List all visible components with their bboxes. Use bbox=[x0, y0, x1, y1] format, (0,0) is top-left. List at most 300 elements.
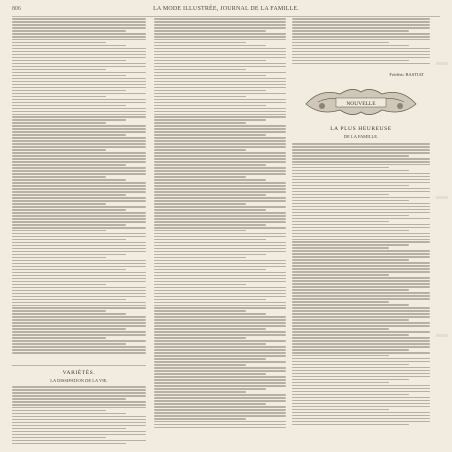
text-line bbox=[154, 385, 286, 387]
text-line bbox=[12, 96, 106, 98]
text-line bbox=[12, 140, 146, 142]
text-line bbox=[154, 254, 266, 256]
text-line bbox=[292, 412, 430, 414]
text-line bbox=[292, 173, 430, 175]
text-line bbox=[12, 90, 126, 92]
text-line bbox=[154, 233, 286, 235]
text-line bbox=[154, 296, 286, 298]
text-line bbox=[12, 60, 126, 62]
text-line bbox=[12, 389, 146, 391]
text-line bbox=[12, 36, 146, 38]
text-line bbox=[154, 403, 266, 405]
text-line bbox=[154, 63, 286, 65]
text-line bbox=[12, 281, 146, 283]
text-line bbox=[292, 361, 430, 363]
text-line bbox=[12, 215, 146, 217]
text-line bbox=[12, 322, 146, 324]
text-line bbox=[292, 194, 389, 196]
text-line bbox=[154, 215, 286, 217]
text-line bbox=[12, 51, 146, 53]
text-line bbox=[154, 331, 286, 333]
text-line bbox=[12, 194, 126, 196]
variety-subtitle: LA DISSIPATION DE LA VIE. bbox=[50, 378, 108, 383]
text-line bbox=[12, 260, 146, 262]
text-line bbox=[154, 152, 286, 154]
text-line bbox=[154, 119, 266, 121]
text-line bbox=[12, 425, 146, 427]
text-line bbox=[292, 155, 409, 157]
text-line bbox=[292, 373, 430, 375]
text-line bbox=[12, 296, 146, 298]
text-line bbox=[292, 215, 409, 217]
text-line bbox=[292, 230, 409, 232]
text-line bbox=[154, 427, 286, 429]
text-line bbox=[292, 206, 430, 208]
text-line bbox=[12, 340, 146, 342]
text-line bbox=[154, 116, 286, 118]
text-line bbox=[154, 197, 286, 199]
text-line bbox=[292, 304, 409, 306]
text-line bbox=[12, 218, 146, 220]
nouvelle-title: LA PLUS HEUREUSE bbox=[330, 126, 392, 132]
col1-text-block bbox=[12, 18, 146, 354]
text-line bbox=[292, 24, 430, 26]
text-line bbox=[292, 143, 430, 145]
text-line bbox=[12, 401, 146, 403]
text-line bbox=[12, 24, 146, 26]
text-line bbox=[154, 424, 286, 426]
text-line bbox=[12, 334, 146, 336]
text-line bbox=[154, 376, 286, 378]
text-line bbox=[12, 197, 146, 199]
text-line bbox=[154, 209, 266, 211]
text-line bbox=[12, 227, 146, 229]
text-line bbox=[292, 274, 389, 276]
text-line bbox=[154, 266, 286, 268]
text-line bbox=[292, 358, 430, 360]
text-line bbox=[154, 21, 286, 23]
text-line bbox=[154, 334, 286, 336]
text-line bbox=[154, 111, 286, 113]
text-line bbox=[154, 361, 286, 363]
text-line bbox=[154, 221, 286, 223]
text-line bbox=[154, 328, 266, 330]
text-line bbox=[154, 24, 286, 26]
text-line bbox=[12, 352, 146, 354]
text-line bbox=[154, 284, 246, 286]
text-line bbox=[12, 245, 146, 247]
text-line bbox=[292, 36, 430, 38]
text-line bbox=[154, 269, 266, 271]
text-line bbox=[154, 322, 286, 324]
text-line bbox=[154, 42, 246, 44]
text-line bbox=[154, 293, 286, 295]
text-line bbox=[292, 409, 389, 411]
text-line bbox=[12, 305, 146, 307]
text-line bbox=[292, 224, 430, 226]
text-line bbox=[154, 349, 286, 351]
text-line bbox=[154, 394, 286, 396]
text-line bbox=[292, 250, 430, 252]
text-line bbox=[292, 289, 409, 291]
text-line bbox=[292, 167, 389, 169]
text-line bbox=[154, 96, 246, 98]
ornamental-vignette bbox=[300, 82, 422, 122]
text-line bbox=[154, 155, 286, 157]
text-line bbox=[12, 293, 146, 295]
text-line bbox=[154, 257, 246, 259]
text-line bbox=[12, 134, 126, 136]
text-line bbox=[292, 421, 430, 423]
text-line bbox=[154, 379, 286, 381]
text-line bbox=[12, 200, 146, 202]
text-line bbox=[12, 42, 106, 44]
text-line bbox=[12, 149, 106, 151]
text-line bbox=[154, 313, 266, 315]
text-line bbox=[154, 227, 286, 229]
text-line bbox=[292, 185, 409, 187]
text-line bbox=[12, 395, 146, 397]
text-line bbox=[154, 27, 286, 29]
text-line bbox=[12, 69, 106, 71]
text-line bbox=[12, 287, 146, 289]
text-line bbox=[12, 434, 146, 436]
text-line bbox=[154, 137, 286, 139]
text-line bbox=[154, 248, 286, 250]
text-line bbox=[12, 191, 146, 193]
text-line bbox=[12, 179, 126, 181]
text-line bbox=[154, 391, 246, 393]
text-line bbox=[12, 99, 146, 101]
text-line bbox=[12, 137, 146, 139]
text-line bbox=[154, 170, 286, 172]
text-line bbox=[292, 203, 430, 205]
text-line bbox=[292, 385, 430, 387]
text-line bbox=[154, 415, 286, 417]
text-line bbox=[12, 269, 126, 271]
text-line bbox=[292, 334, 409, 336]
text-line bbox=[292, 209, 430, 211]
text-line bbox=[292, 265, 430, 267]
text-line bbox=[12, 319, 146, 321]
text-line bbox=[12, 236, 146, 238]
text-line bbox=[292, 403, 430, 405]
text-line bbox=[292, 42, 389, 44]
text-line bbox=[292, 256, 430, 258]
text-line bbox=[154, 421, 286, 423]
text-line bbox=[12, 440, 146, 442]
text-line bbox=[292, 307, 430, 309]
text-line bbox=[12, 386, 146, 388]
text-line bbox=[12, 437, 106, 439]
text-line bbox=[12, 263, 146, 265]
text-line bbox=[154, 102, 286, 104]
page-edge-mark bbox=[436, 334, 448, 337]
text-line bbox=[292, 45, 409, 47]
text-line bbox=[12, 125, 146, 127]
text-line bbox=[292, 376, 430, 378]
text-line bbox=[292, 197, 430, 199]
text-line bbox=[154, 128, 286, 130]
text-line bbox=[12, 78, 146, 80]
text-line bbox=[292, 170, 409, 172]
text-line bbox=[292, 149, 430, 151]
text-line bbox=[154, 343, 266, 345]
text-line bbox=[292, 340, 430, 342]
text-line bbox=[154, 125, 286, 127]
text-line bbox=[292, 188, 430, 190]
text-line bbox=[154, 412, 286, 414]
text-line bbox=[292, 325, 430, 327]
text-line bbox=[12, 81, 146, 83]
text-line bbox=[12, 209, 126, 211]
text-line bbox=[154, 188, 286, 190]
text-line bbox=[12, 45, 126, 47]
text-line bbox=[12, 203, 106, 205]
text-line bbox=[12, 212, 146, 214]
text-line bbox=[292, 382, 389, 384]
text-line bbox=[154, 75, 266, 77]
text-line bbox=[292, 182, 430, 184]
text-line bbox=[292, 355, 389, 357]
text-line bbox=[12, 128, 146, 130]
text-line bbox=[292, 63, 430, 65]
text-line bbox=[154, 206, 286, 208]
text-line bbox=[154, 325, 286, 327]
text-line bbox=[154, 337, 246, 339]
text-line bbox=[12, 131, 146, 133]
text-line bbox=[12, 221, 146, 223]
text-line bbox=[154, 131, 286, 133]
text-line bbox=[12, 428, 126, 430]
col3-top-text-block bbox=[292, 18, 430, 64]
text-line bbox=[292, 60, 409, 62]
text-line bbox=[154, 90, 266, 92]
text-line bbox=[12, 206, 146, 208]
text-line bbox=[154, 158, 286, 160]
text-line bbox=[292, 292, 430, 294]
text-line bbox=[154, 406, 286, 408]
text-line bbox=[12, 398, 126, 400]
text-line bbox=[12, 188, 146, 190]
text-line bbox=[12, 27, 146, 29]
text-line bbox=[12, 224, 126, 226]
text-line bbox=[292, 161, 430, 163]
text-line bbox=[154, 397, 286, 399]
text-line bbox=[154, 299, 266, 301]
text-line bbox=[154, 418, 246, 420]
text-line bbox=[292, 331, 430, 333]
text-line bbox=[12, 349, 146, 351]
text-line bbox=[154, 182, 286, 184]
text-line bbox=[154, 179, 266, 181]
text-line bbox=[154, 143, 286, 145]
text-line bbox=[154, 39, 286, 41]
text-line bbox=[292, 283, 430, 285]
text-line bbox=[292, 286, 430, 288]
text-line bbox=[154, 236, 286, 238]
text-line bbox=[292, 227, 430, 229]
text-line bbox=[12, 346, 146, 348]
text-line bbox=[12, 75, 126, 77]
text-line bbox=[154, 99, 286, 101]
text-line bbox=[154, 260, 286, 262]
text-line bbox=[154, 203, 246, 205]
text-line bbox=[292, 379, 409, 381]
text-line bbox=[12, 84, 146, 86]
text-line bbox=[154, 230, 246, 232]
text-line bbox=[154, 93, 286, 95]
text-line bbox=[12, 337, 106, 339]
text-line bbox=[12, 278, 146, 280]
text-line bbox=[12, 416, 146, 418]
text-line bbox=[154, 287, 286, 289]
text-line bbox=[154, 134, 266, 136]
text-line bbox=[12, 122, 106, 124]
text-line bbox=[292, 236, 430, 238]
text-line bbox=[12, 105, 126, 107]
text-line bbox=[12, 48, 146, 50]
text-line bbox=[154, 105, 266, 107]
text-line bbox=[292, 424, 409, 426]
text-line bbox=[154, 185, 286, 187]
text-line bbox=[292, 39, 430, 41]
text-line bbox=[292, 152, 430, 154]
text-line bbox=[154, 81, 286, 83]
text-line bbox=[154, 140, 286, 142]
text-line bbox=[154, 307, 286, 309]
text-line bbox=[12, 431, 146, 433]
text-line bbox=[12, 325, 146, 327]
text-line bbox=[12, 164, 126, 166]
text-line bbox=[12, 57, 146, 59]
text-line bbox=[154, 400, 286, 402]
text-line bbox=[154, 36, 286, 38]
text-line bbox=[154, 367, 286, 369]
text-line bbox=[12, 119, 126, 121]
text-line bbox=[154, 352, 286, 354]
text-line bbox=[154, 69, 246, 71]
text-line bbox=[292, 27, 430, 29]
text-line bbox=[154, 176, 246, 178]
text-line bbox=[292, 146, 430, 148]
text-line bbox=[12, 419, 146, 421]
text-line bbox=[154, 239, 266, 241]
text-line bbox=[12, 161, 146, 163]
text-line bbox=[154, 340, 286, 342]
text-line bbox=[292, 322, 430, 324]
text-line bbox=[154, 167, 286, 169]
variety-text-block bbox=[12, 386, 146, 444]
text-line bbox=[154, 161, 286, 163]
text-line bbox=[292, 349, 409, 351]
text-line bbox=[292, 218, 430, 220]
text-line bbox=[154, 194, 266, 196]
text-line bbox=[292, 241, 430, 243]
text-line bbox=[292, 319, 409, 321]
col2-text-block bbox=[154, 18, 286, 428]
text-line bbox=[154, 45, 266, 47]
text-line bbox=[154, 173, 286, 175]
column-1 bbox=[12, 18, 146, 440]
text-line bbox=[154, 60, 266, 62]
text-line bbox=[292, 247, 389, 249]
text-line bbox=[292, 268, 430, 270]
text-line bbox=[154, 302, 286, 304]
text-line bbox=[12, 443, 126, 445]
text-line bbox=[12, 239, 126, 241]
text-line bbox=[154, 48, 286, 50]
text-line bbox=[292, 200, 409, 202]
text-line bbox=[154, 346, 286, 348]
text-line bbox=[292, 343, 430, 345]
text-line bbox=[292, 176, 430, 178]
text-line bbox=[12, 275, 146, 277]
text-line bbox=[154, 108, 286, 110]
text-line bbox=[292, 301, 389, 303]
text-line bbox=[154, 149, 246, 151]
text-line bbox=[12, 257, 106, 259]
text-line bbox=[292, 313, 430, 315]
text-line bbox=[12, 248, 146, 250]
text-line bbox=[12, 316, 146, 318]
text-line bbox=[12, 146, 146, 148]
text-line bbox=[154, 72, 286, 74]
text-line bbox=[292, 391, 430, 393]
text-line bbox=[12, 307, 146, 309]
text-line bbox=[12, 176, 106, 178]
text-line bbox=[154, 122, 246, 124]
text-line bbox=[12, 152, 146, 154]
text-line bbox=[292, 244, 409, 246]
text-line bbox=[292, 54, 430, 56]
text-line bbox=[154, 316, 286, 318]
text-line bbox=[292, 364, 409, 366]
text-line bbox=[12, 404, 146, 406]
text-line bbox=[292, 277, 430, 279]
text-line bbox=[292, 233, 430, 235]
text-line bbox=[154, 33, 286, 35]
text-line bbox=[292, 415, 430, 417]
text-line bbox=[12, 102, 146, 104]
text-line bbox=[154, 18, 286, 20]
vignette-label: NOUVELLE bbox=[346, 101, 376, 107]
text-line bbox=[292, 30, 409, 32]
journal-title: LA MODE ILLUSTRÉE, JOURNAL DE LA FAMILLE. bbox=[153, 6, 299, 12]
text-line bbox=[154, 84, 286, 86]
page-edge-mark bbox=[436, 62, 448, 65]
text-line bbox=[12, 143, 146, 145]
text-line bbox=[12, 66, 146, 68]
text-line bbox=[12, 87, 146, 89]
text-line bbox=[154, 358, 266, 360]
text-line bbox=[154, 224, 266, 226]
text-line bbox=[292, 280, 430, 282]
page-header bbox=[12, 6, 440, 17]
text-line bbox=[12, 290, 146, 292]
text-line bbox=[154, 272, 286, 274]
text-line bbox=[292, 158, 430, 160]
text-line bbox=[154, 164, 266, 166]
text-line bbox=[12, 299, 126, 301]
text-line bbox=[292, 388, 430, 390]
text-line bbox=[154, 114, 286, 116]
text-line bbox=[154, 87, 286, 89]
text-line bbox=[12, 111, 146, 113]
text-line bbox=[292, 262, 430, 264]
text-line bbox=[154, 281, 286, 283]
article-signature: Frédéric BASTIAT bbox=[389, 72, 424, 77]
